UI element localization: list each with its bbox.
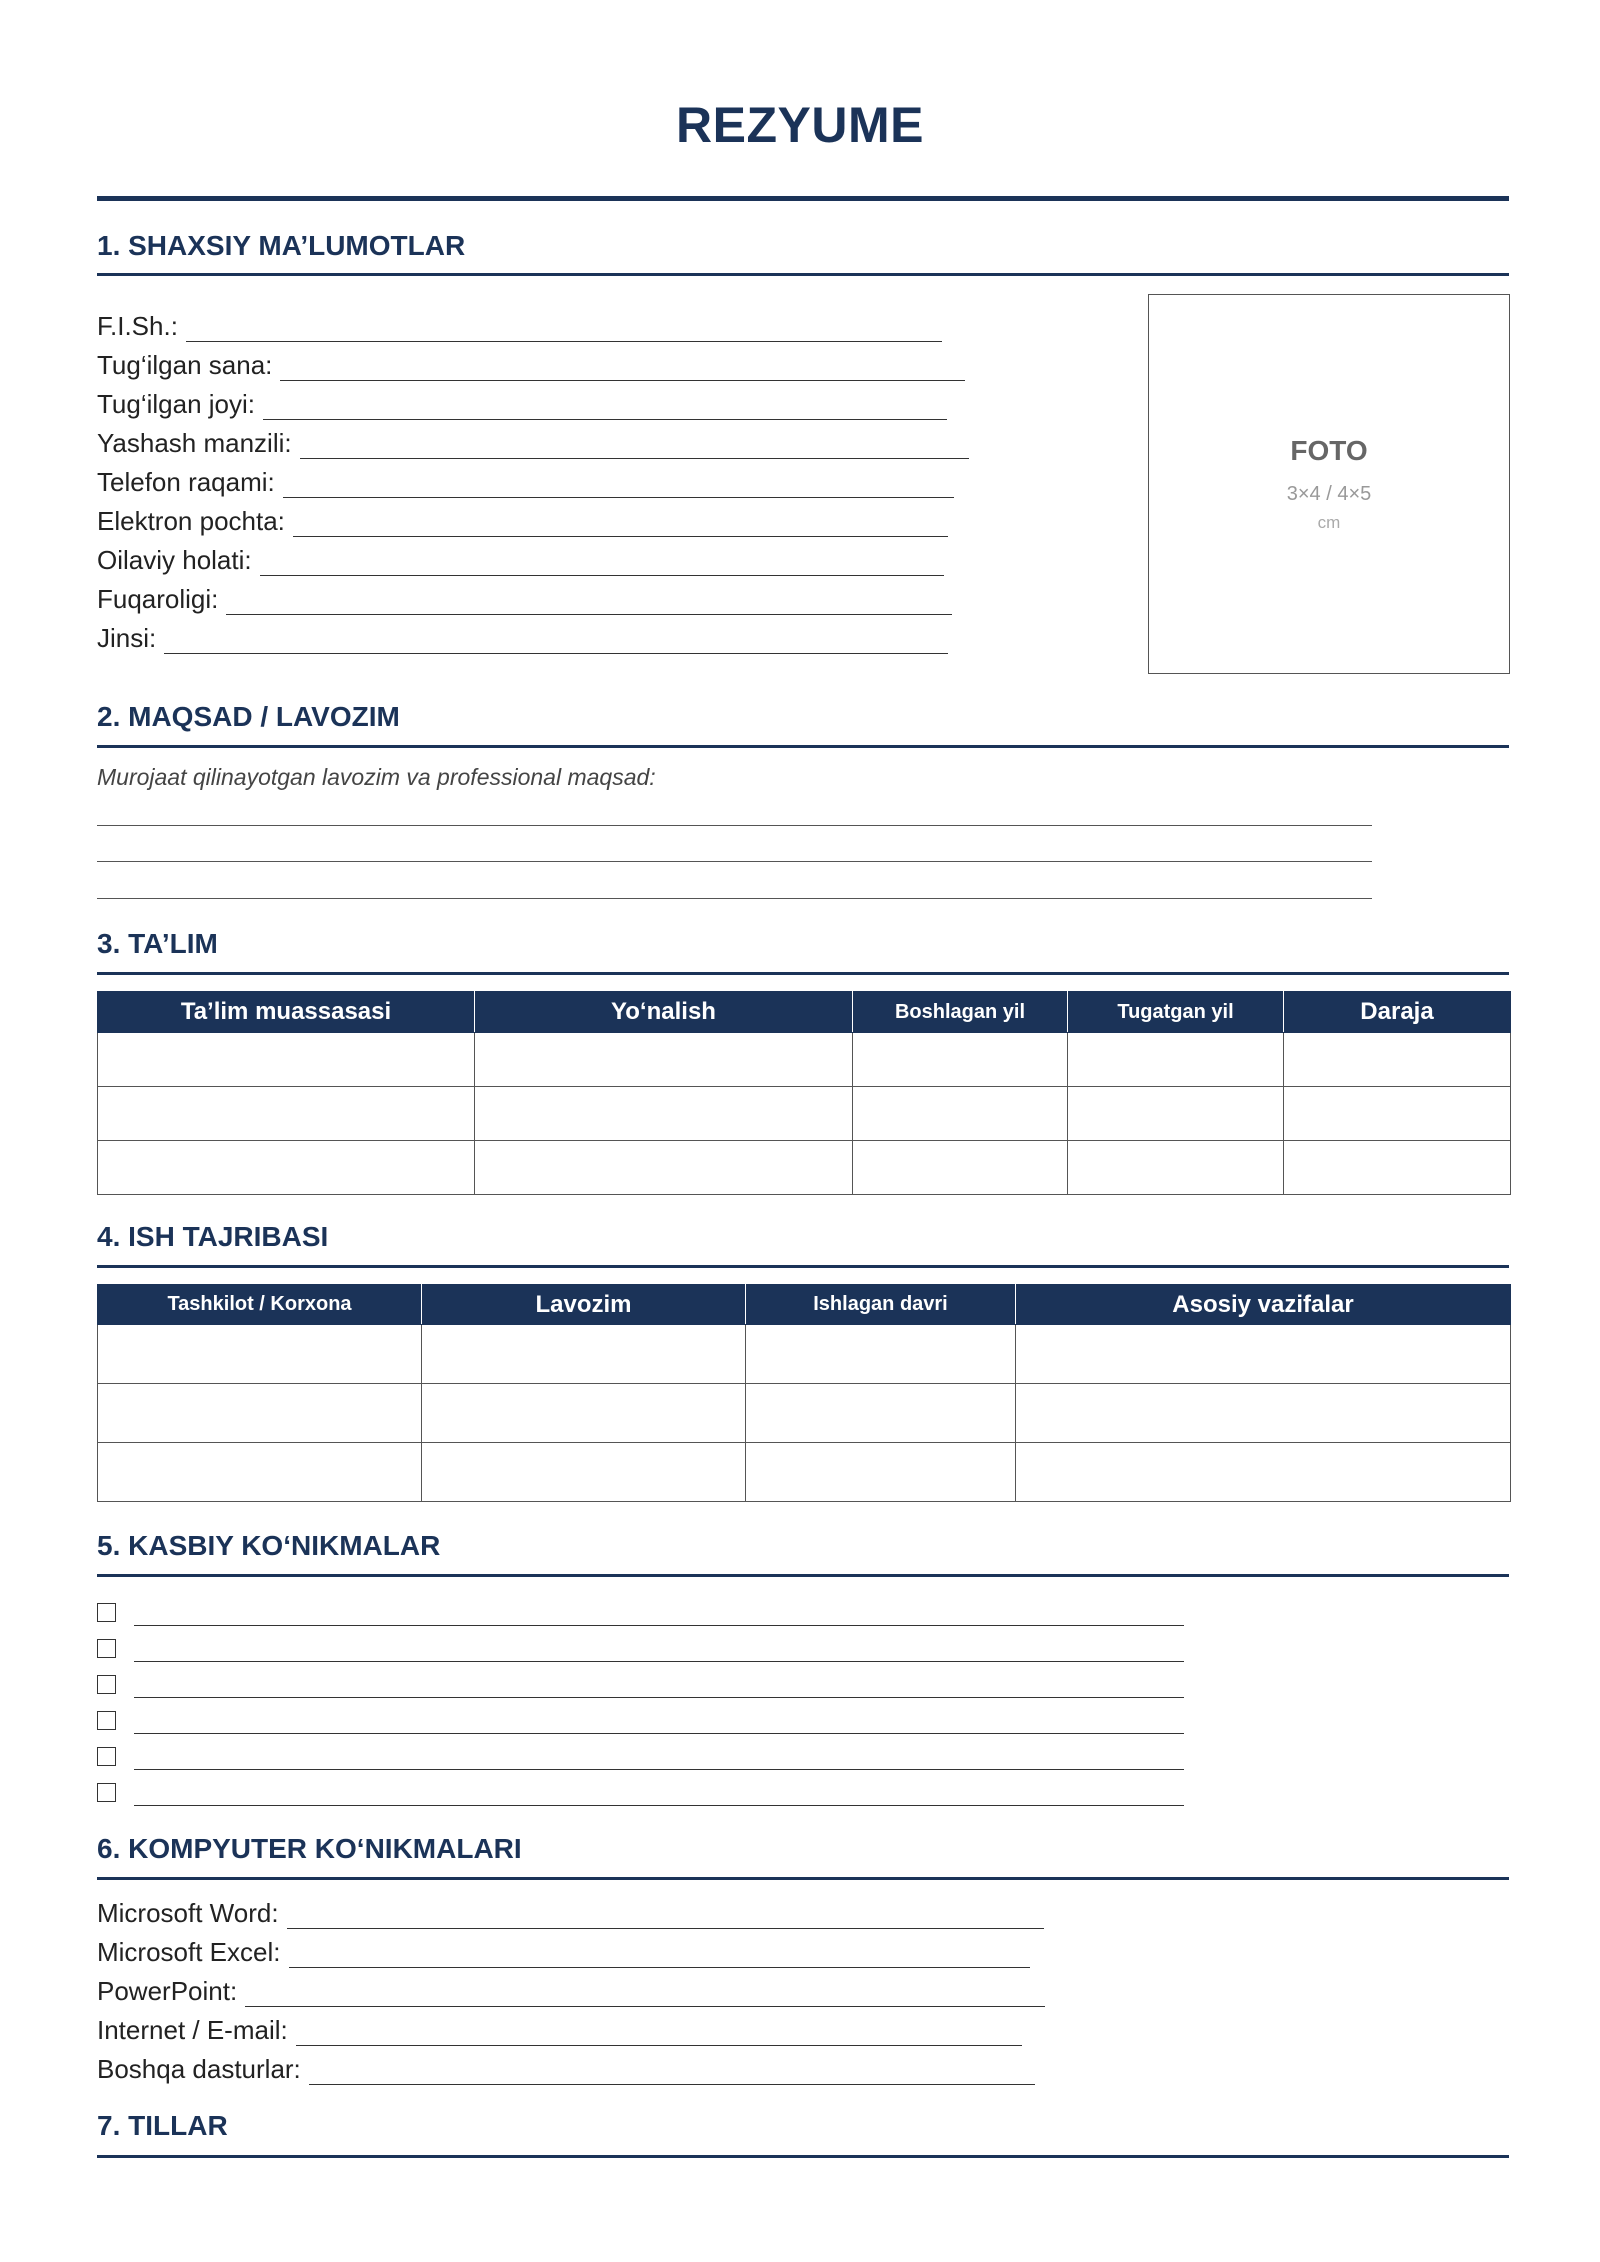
section-divider	[97, 745, 1509, 748]
field-label: Jinsi:	[97, 623, 157, 653]
fill-line[interactable]	[289, 1940, 1031, 1968]
table-cell[interactable]	[746, 1325, 1016, 1384]
fill-line[interactable]	[309, 2057, 1035, 2085]
page-title: REZYUME	[676, 97, 924, 153]
table-cell[interactable]	[98, 1384, 422, 1443]
column-header-main-duties: Asosiy vazifalar	[1016, 1285, 1511, 1325]
field-full-name[interactable]	[97, 306, 942, 342]
field-excel[interactable]	[97, 1932, 1030, 1968]
field-label: Microsoft Excel:	[97, 1937, 281, 1967]
field-powerpoint[interactable]	[97, 1971, 1045, 2007]
checkbox[interactable]	[97, 1603, 116, 1622]
field-other-software[interactable]	[97, 2049, 1035, 2085]
skill-item[interactable]	[97, 1668, 1184, 1698]
skill-item[interactable]	[97, 1632, 1184, 1662]
education-table	[97, 991, 1511, 1195]
objective-line[interactable]	[97, 898, 1372, 899]
table-cell[interactable]	[422, 1384, 746, 1443]
fill-line[interactable]	[226, 587, 952, 615]
section-heading-languages: 7. TILLAR	[97, 2110, 228, 2141]
table-cell[interactable]	[746, 1443, 1016, 1502]
table-cell[interactable]	[1068, 1033, 1284, 1087]
fill-line[interactable]	[260, 548, 944, 576]
skill-item[interactable]	[97, 1776, 1184, 1806]
section-divider	[97, 1877, 1509, 1880]
column-header-end-year: Tugatgan yil	[1068, 992, 1284, 1033]
table-row	[98, 1443, 1511, 1502]
table-cell[interactable]	[1016, 1325, 1511, 1384]
field-label: Oilaviy holati:	[97, 545, 252, 575]
section-divider	[97, 273, 1509, 276]
fill-line[interactable]	[287, 1901, 1044, 1929]
table-cell[interactable]	[98, 1033, 475, 1087]
section-heading-skills: 5. KASBIY KO‘NIKMALAR	[97, 1530, 441, 1561]
skill-item[interactable]	[97, 1740, 1184, 1770]
photo-placeholder[interactable]	[1148, 294, 1510, 674]
field-label: Tug‘ilgan sana:	[97, 350, 273, 380]
field-label: Elektron pochta:	[97, 506, 285, 536]
objective-line[interactable]	[97, 825, 1372, 826]
fill-line[interactable]	[245, 1979, 1045, 2007]
field-label: Internet / E-mail:	[97, 2015, 288, 2045]
photo-label: FOTO	[1290, 435, 1368, 466]
fill-line[interactable]	[293, 509, 948, 537]
table-header-row	[98, 1285, 1511, 1325]
field-label: PowerPoint:	[97, 1976, 238, 2006]
field-label: Yashash manzili:	[97, 428, 292, 458]
table-cell[interactable]	[1284, 1141, 1511, 1195]
field-label: Microsoft Word:	[97, 1898, 279, 1928]
field-label: Boshqa dasturlar:	[97, 2054, 301, 2084]
field-email[interactable]	[97, 501, 948, 537]
column-header-work-period: Ishlagan davri	[746, 1285, 1016, 1325]
table-cell[interactable]	[746, 1384, 1016, 1443]
experience-table	[97, 1284, 1511, 1502]
section-heading-education: 3. TA’LIM	[97, 928, 218, 959]
fill-line[interactable]	[300, 431, 969, 459]
fill-line[interactable]	[164, 626, 948, 654]
fill-line[interactable]	[280, 353, 965, 381]
table-cell[interactable]	[422, 1325, 746, 1384]
section-heading-computer: 6. KOMPYUTER KO‘NIKMALARI	[97, 1833, 522, 1864]
table-cell[interactable]	[475, 1033, 853, 1087]
column-header-degree: Daraja	[1284, 992, 1511, 1033]
field-label: Telefon raqami:	[97, 467, 275, 497]
section-divider	[97, 1574, 1509, 1577]
field-label: Tug‘ilgan joyi:	[97, 389, 256, 419]
column-header-position: Lavozim	[422, 1285, 746, 1325]
table-row	[98, 1141, 1511, 1195]
table-header-row	[98, 992, 1511, 1033]
section-heading-experience: 4. ISH TAJRIBASI	[97, 1221, 329, 1252]
fill-line[interactable]	[263, 392, 947, 420]
table-cell[interactable]	[475, 1141, 853, 1195]
title-divider	[97, 196, 1509, 201]
table-cell[interactable]	[98, 1325, 422, 1384]
column-header-organization: Tashkilot / Korxona	[98, 1285, 422, 1325]
checkbox[interactable]	[97, 1747, 116, 1766]
skill-item[interactable]	[97, 1596, 1184, 1626]
table-row	[98, 1087, 1511, 1141]
column-header-start-year: Boshlagan yil	[853, 992, 1068, 1033]
fill-line[interactable]	[134, 1672, 1184, 1698]
fill-line[interactable]	[134, 1600, 1184, 1626]
table-cell[interactable]	[1284, 1033, 1511, 1087]
checkbox[interactable]	[97, 1783, 116, 1802]
table-cell[interactable]	[422, 1443, 746, 1502]
table-cell[interactable]	[98, 1443, 422, 1502]
field-address[interactable]	[97, 423, 969, 459]
field-label: F.I.Sh.:	[97, 311, 178, 341]
table-cell[interactable]	[853, 1141, 1068, 1195]
objective-note: Murojaat qilinayotgan lavozim va professional maqsad:	[97, 764, 656, 790]
column-header-institution: Ta’lim muassasasi	[98, 992, 475, 1033]
table-cell[interactable]	[1068, 1087, 1284, 1141]
objective-line[interactable]	[97, 861, 1372, 862]
field-citizenship[interactable]	[97, 579, 952, 615]
table-row	[98, 1033, 1511, 1087]
table-cell[interactable]	[1284, 1087, 1511, 1141]
section-divider	[97, 2155, 1509, 2158]
field-marital-status[interactable]	[97, 540, 944, 576]
table-row	[98, 1384, 1511, 1443]
fill-line[interactable]	[186, 314, 942, 342]
table-cell[interactable]	[475, 1087, 853, 1141]
photo-unit: cm	[1317, 513, 1341, 532]
table-row	[98, 1325, 1511, 1384]
table-cell[interactable]	[853, 1087, 1068, 1141]
table-cell[interactable]	[1068, 1141, 1284, 1195]
field-word[interactable]	[97, 1893, 1044, 1929]
fill-line[interactable]	[134, 1708, 1184, 1734]
field-phone[interactable]	[97, 462, 954, 498]
table-cell[interactable]	[98, 1141, 475, 1195]
fill-line[interactable]	[134, 1744, 1184, 1770]
field-label: Fuqaroligi:	[97, 584, 219, 614]
fill-line[interactable]	[296, 2018, 1022, 2046]
checkbox[interactable]	[97, 1711, 116, 1730]
column-header-field: Yo‘nalish	[475, 992, 853, 1033]
table-cell[interactable]	[98, 1087, 475, 1141]
field-birth-place[interactable]	[97, 384, 947, 420]
section-divider	[97, 972, 1509, 975]
checkbox[interactable]	[97, 1675, 116, 1694]
skill-item[interactable]	[97, 1704, 1184, 1734]
section-heading-objective: 2. MAQSAD / LAVOZIM	[97, 701, 400, 732]
field-internet[interactable]	[97, 2010, 1022, 2046]
checkbox[interactable]	[97, 1639, 116, 1658]
fill-line[interactable]	[134, 1780, 1184, 1806]
fill-line[interactable]	[283, 470, 954, 498]
table-cell[interactable]	[1016, 1384, 1511, 1443]
field-birth-date[interactable]	[97, 345, 965, 381]
table-cell[interactable]	[853, 1033, 1068, 1087]
section-divider	[97, 1265, 1509, 1268]
fill-line[interactable]	[134, 1636, 1184, 1662]
section-heading-personal: 1. SHAXSIY MA’LUMOTLAR	[97, 230, 466, 261]
table-cell[interactable]	[1016, 1443, 1511, 1502]
field-gender[interactable]	[97, 618, 948, 654]
photo-size: 3×4 / 4×5	[1286, 483, 1372, 505]
